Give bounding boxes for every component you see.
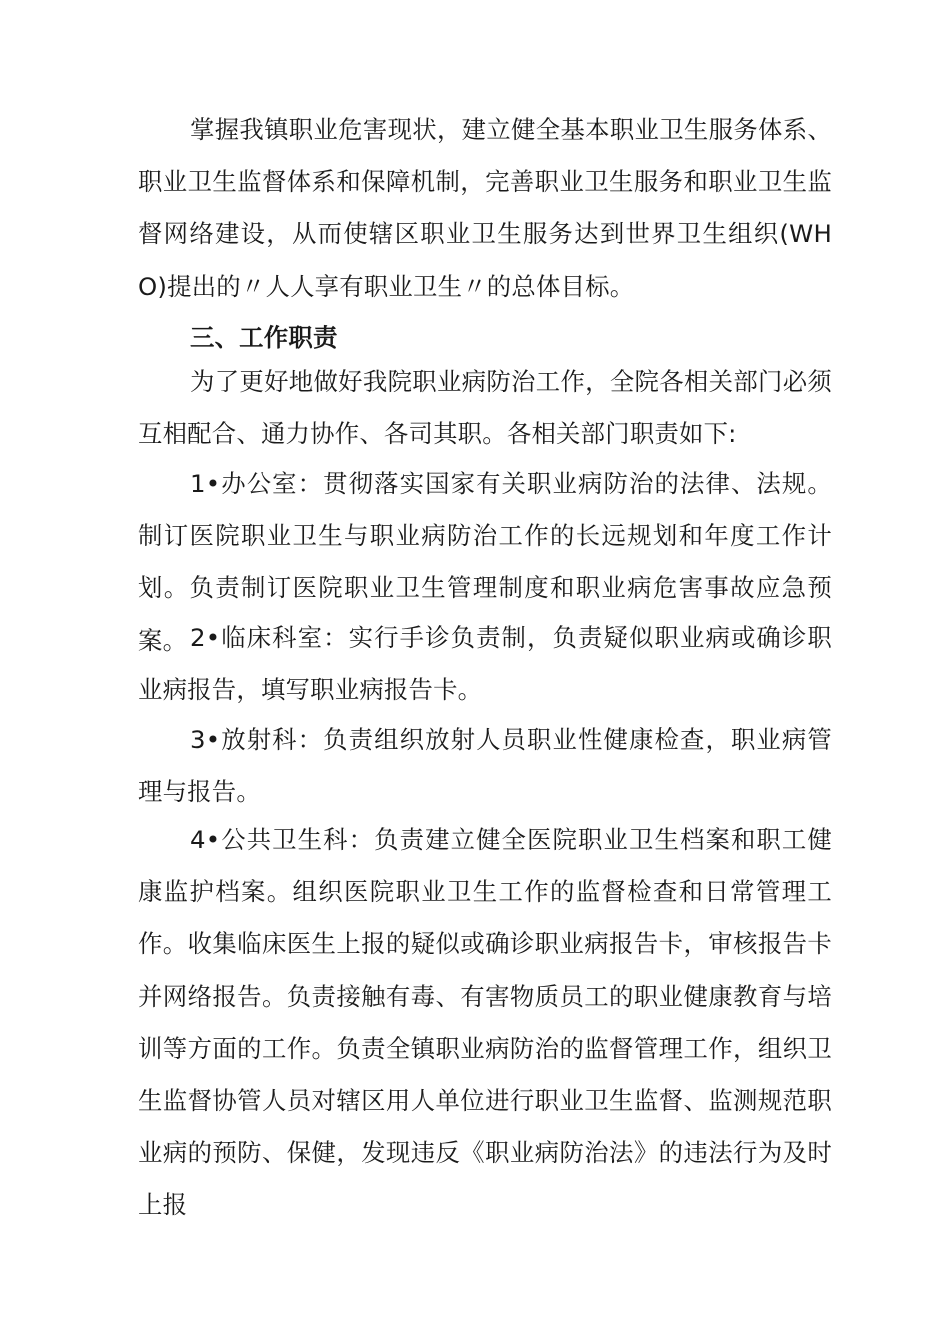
paragraph-intro: 为了更好地做好我院职业病防治工作，全院各相关部门必须互相配合、通力协作、各司其职。各相关部门职责如下: <box>138 367 832 449</box>
section-heading-responsibilities: 三、工作职责 <box>190 323 338 352</box>
list-item-public-health: 4•公共卫生科：负责建立健全医院职业卫生档案和职工健康监护档案。组织医院职业卫生工作的监督检查和日常管理工作。收集临床医生上报的疑似或确诊职业病报告卡，审核报告卡并网络报告。负责接触有毒、有害物质员工的职业健康教育与培训等方面的工作。负责全镇职业病防治的监督管理工作，组织卫生监督协管人员对辖区用人单位进行职业卫生监督、监测规范职业病的预防、保健，发现违反《职业病防治法》的违法行为及时上报 <box>138 825 832 1220</box>
paragraph-goal: 掌握我镇职业危害现状，建立健全基本职业卫生服务体系、职业卫生监督体系和保障机制，完善职业卫生服务和职业卫生监督网络建设，从而使辖区职业卫生服务达到世界卫生组织(WHO)提出的〃人人享有职业卫生〃的总体目标。 <box>138 115 832 301</box>
list-item-office: 1•办公室：贯彻落实国家有关职业病防治的法律、法规。制订医院职业卫生与职业病防治工作的长远规划和年度工作计划。负责制订医院职业卫生管理制度和职业病危害事故应急预案。 <box>138 469 832 655</box>
list-item-radiology: 3•放射科：负责组织放射人员职业性健康检查，职业病管理与报告。 <box>138 725 832 807</box>
list-item-clinical: 2•临床科室：实行手诊负责制，负责疑似职业病或确诊职业病报告，填写职业病报告卡。 <box>138 623 832 705</box>
